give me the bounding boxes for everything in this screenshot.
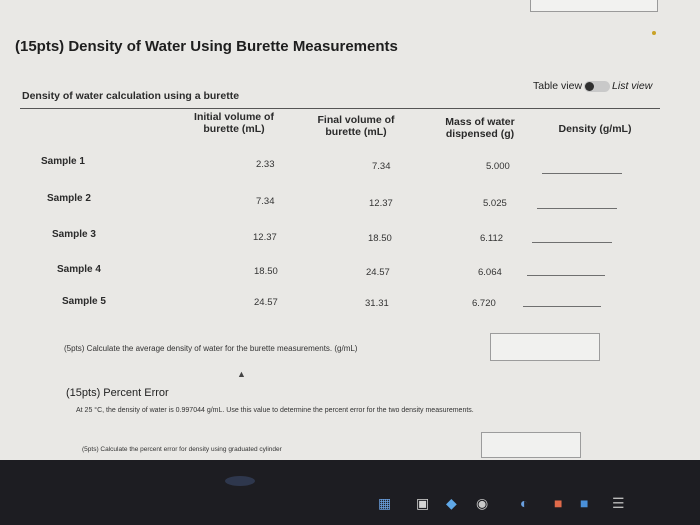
cell-final-1: 7.34 xyxy=(372,161,391,172)
toggle-switch-icon[interactable] xyxy=(584,81,610,92)
table-view-label[interactable]: Table view xyxy=(533,80,583,92)
taskbar-icon-windows[interactable]: ▦ xyxy=(378,495,392,511)
cell-mass-1: 5.000 xyxy=(486,161,510,172)
cell-final-3: 18.50 xyxy=(368,233,392,244)
header-initial-volume: Initial volume of burette (mL) xyxy=(194,111,274,135)
header-final-volume: Final volume of burette (mL) xyxy=(317,114,395,138)
header-density: Density (g/mL) xyxy=(558,123,632,135)
top-input-box[interactable] xyxy=(530,0,658,12)
cell-mass-2: 5.025 xyxy=(483,198,507,209)
row-label-sample-4: Sample 4 xyxy=(57,264,101,275)
table-header-rule xyxy=(20,108,660,109)
cell-final-5: 31.31 xyxy=(365,298,389,309)
indicator-dot xyxy=(652,31,656,35)
row-label-sample-3: Sample 3 xyxy=(52,229,96,240)
view-toggle[interactable] xyxy=(533,80,652,92)
average-density-input[interactable] xyxy=(490,333,600,361)
taskbar-icon-files[interactable]: ▣ xyxy=(416,495,430,511)
row-label-sample-1: Sample 1 xyxy=(41,156,85,167)
taskbar-icon-edge[interactable]: ◐ xyxy=(520,495,529,511)
density-answer-1[interactable] xyxy=(542,173,622,174)
cell-mass-5: 6.720 xyxy=(472,298,496,309)
cell-initial-2: 7.34 xyxy=(256,196,275,207)
cell-initial-5: 24.57 xyxy=(254,297,278,308)
taskbar-icon-menu[interactable]: ☰ xyxy=(612,495,625,511)
density-answer-3[interactable] xyxy=(532,242,612,243)
cell-final-4: 24.57 xyxy=(366,267,390,278)
density-answer-5[interactable] xyxy=(523,306,601,307)
density-answer-2[interactable] xyxy=(537,208,617,209)
percent-error-input[interactable] xyxy=(481,432,581,458)
taskbar-icon-word[interactable]: ■ xyxy=(580,495,589,511)
cell-initial-1: 2.33 xyxy=(256,159,275,170)
density-answer-4[interactable] xyxy=(527,275,605,276)
table-caption: Density of water calculation using a burette xyxy=(22,90,240,102)
taskbar-icon-app[interactable]: ◆ xyxy=(446,495,457,511)
list-view-label[interactable]: List view xyxy=(612,80,653,92)
percent-error-note: At 25 °C, the density of water is 0.997044 g/mL. Use this value to determine the percent error for the two density measurements. xyxy=(76,407,474,414)
cell-final-2: 12.37 xyxy=(369,198,393,209)
average-density-question: (5pts) Calculate the average density of water for the burette measurements. (g/mL) xyxy=(64,344,358,353)
cell-initial-4: 18.50 xyxy=(254,266,278,277)
row-label-sample-5: Sample 5 xyxy=(62,296,106,307)
taskbar xyxy=(0,460,700,525)
page-title: (15pts) Density of Water Using Burette Measurements xyxy=(15,38,398,55)
header-mass-water: Mass of water dispensed (g) xyxy=(445,116,515,140)
taskbar-icon-camera[interactable]: ◉ xyxy=(476,495,489,511)
percent-error-question: (5pts) Calculate the percent error for density using graduated cylinder xyxy=(82,446,282,453)
cell-mass-3: 6.112 xyxy=(480,233,504,244)
percent-error-title: (15pts) Percent Error xyxy=(66,387,169,399)
row-label-sample-2: Sample 2 xyxy=(47,193,91,204)
taskbar-icon-powerpoint[interactable]: ■ xyxy=(554,495,563,511)
cell-mass-4: 6.064 xyxy=(478,267,502,278)
cell-initial-3: 12.37 xyxy=(253,232,277,243)
taskbar-glare xyxy=(225,476,255,486)
mouse-cursor-icon: ▲ xyxy=(237,369,246,379)
